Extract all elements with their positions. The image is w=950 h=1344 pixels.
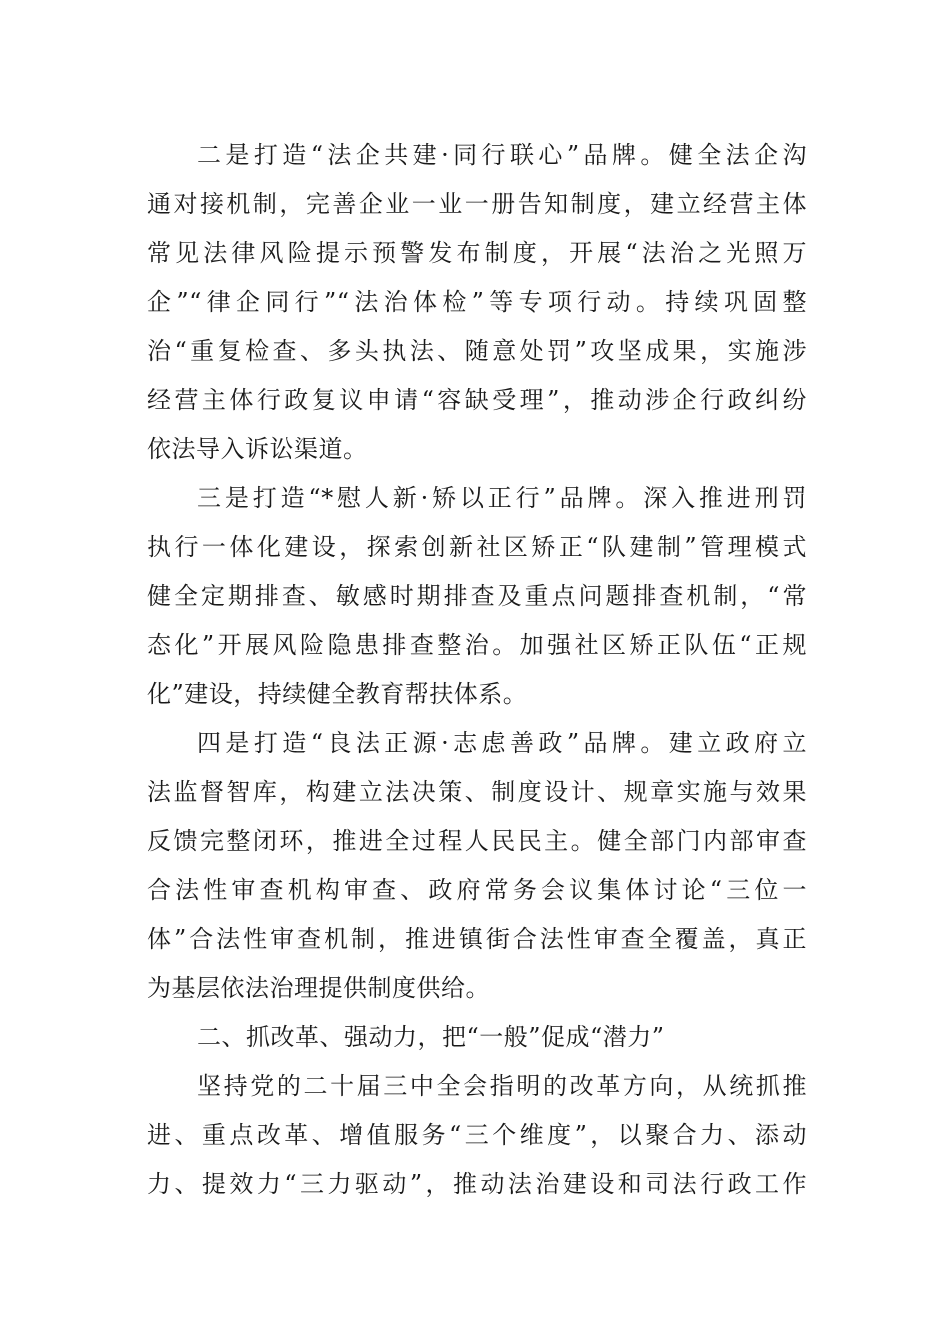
section-heading: 二、抓改革、强动力，把“一般”促成“潜力” [197, 1023, 665, 1051]
paragraph-4-line-4: 合法性审查机构审查、政府常务会议集体讨论“三位一 [147, 876, 807, 904]
paragraph-5-line-3: 力、提效力“三力驱动”，推动法治建设和司法行政工作 [147, 1170, 807, 1198]
paragraph-2-line-3: 常见法律风险提示预警发布制度，开展“法治之光照万 [147, 239, 807, 267]
paragraph-4-line-5: 体”合法性审查机制，推进镇街合法性审查全覆盖，真正 [147, 925, 807, 953]
paragraph-4-line-2: 法监督智库，构建立法决策、制度设计、规章实施与效果 [147, 778, 807, 806]
paragraph-3-line-5: 化”建设，持续健全教育帮扶体系。 [147, 680, 528, 708]
paragraph-4-line-6: 为基层依法治理提供制度供给。 [147, 974, 490, 1002]
paragraph-2-line-6: 经营主体行政复议申请“容缺受理”，推动涉企行政纠纷 [147, 386, 807, 414]
paragraph-5-line-2: 进、重点改革、增值服务“三个维度”，以聚合力、添动 [147, 1121, 807, 1149]
paragraph-2-line-5: 治“重复检查、多头执法、随意处罚”攻坚成果，实施涉 [147, 337, 807, 365]
paragraph-3-line-3: 健全定期排查、敏感时期排查及重点问题排查机制，“常 [147, 582, 807, 610]
paragraph-3-line-4: 态化”开展风险隐患排查整治。加强社区矫正队伍“正规 [147, 631, 807, 659]
paragraph-2-line-4: 企”“律企同行”“法治体检”等专项行动。持续巩固整 [147, 288, 807, 316]
paragraph-2-line-1: 二是打造“法企共建·同行联心”品牌。健全法企沟 [197, 141, 807, 169]
paragraph-4-line-3: 反馈完整闭环，推进全过程人民民主。健全部门内部审查 [147, 827, 807, 855]
paragraph-3-line-2: 执行一体化建设，探索创新社区矫正“队建制”管理模式 [147, 533, 807, 561]
paragraph-5-line-1: 坚持党的二十届三中全会指明的改革方向，从统抓推 [197, 1072, 807, 1100]
paragraph-3-line-1: 三是打造“*慰人新·矫以正行”品牌。深入推进刑罚 [197, 484, 807, 512]
paragraph-2-line-7: 依法导入诉讼渠道。 [147, 435, 368, 463]
document-body [147, 131, 807, 1209]
paragraph-2-line-2: 通对接机制，完善企业一业一册告知制度，建立经营主体 [147, 190, 807, 218]
paragraph-4-line-1: 四是打造“良法正源·志虑善政”品牌。建立政府立 [197, 729, 807, 757]
